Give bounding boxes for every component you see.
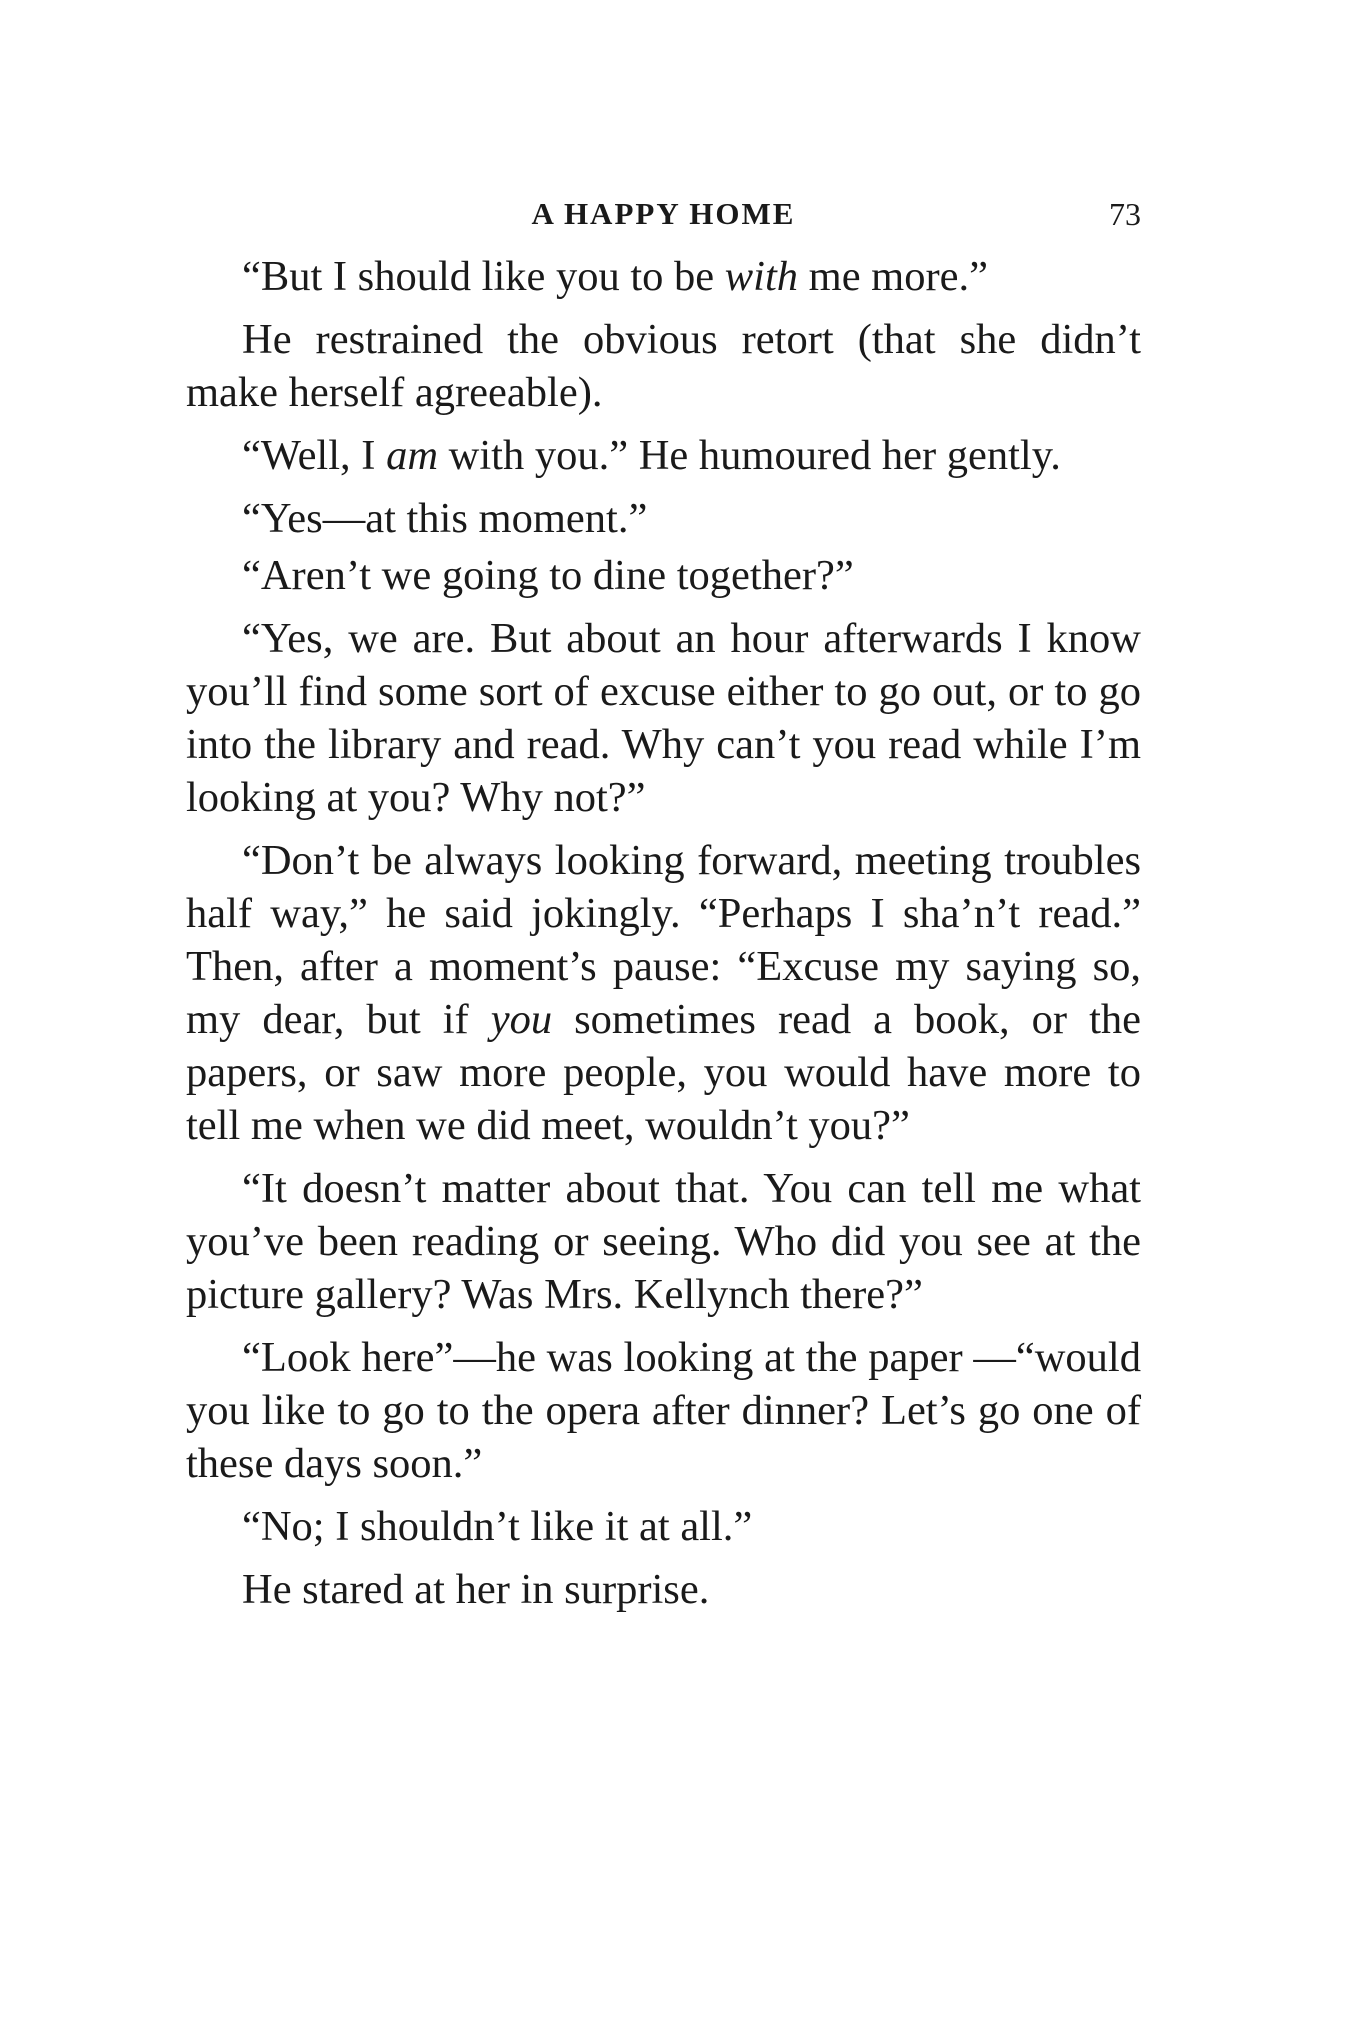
emphasis-text: with [724, 253, 799, 300]
paragraph-text: “It doesn’t matter about that. You can tell me what you’ve been reading or seeing. Who did you see at the picture gallery? Was Mrs. Kellynch there?” [186, 1165, 1141, 1318]
emphasis-text: am [386, 432, 439, 479]
page-body [186, 250, 1141, 1626]
paragraph-text: “Well, I [242, 432, 387, 479]
paragraph-9 [186, 1331, 1141, 1490]
paragraph-text: “But I should like you to be [242, 253, 725, 300]
paragraph-2 [186, 313, 1141, 419]
paragraph-5 [186, 549, 1141, 602]
paragraph-text: “Yes, we are. But about an hour afterwards I know you’ll find some sort of excuse either to go out, or to go into the library and read. Why can’t you read while I’m looking at you? Why not?” [186, 615, 1141, 821]
running-title: A HAPPY HOME [531, 196, 796, 231]
paragraph-6 [186, 612, 1141, 824]
paragraph-text: He stared at her in surprise. [242, 1566, 710, 1613]
paragraph-text: sometimes read a book, or the papers, or saw more people, you would have more to tell me when we did meet, wouldn’t you?” [186, 996, 1141, 1149]
paragraph-text: me more.” [798, 253, 988, 300]
paragraph-text: “Aren’t we going to dine together?” [242, 552, 854, 599]
paragraph-text: “Look here”—he was looking at the paper —“would you like to go to the opera after dinner? Let’s go one of these days soon.” [186, 1334, 1141, 1487]
emphasis-text: you [490, 996, 553, 1043]
paragraph-1 [186, 250, 1141, 303]
paragraph-4 [186, 492, 1141, 545]
running-head [186, 196, 1141, 246]
paragraph-7 [186, 834, 1141, 1152]
paragraph-10 [186, 1500, 1141, 1553]
paragraph-11 [186, 1563, 1141, 1616]
paragraph-text: “Yes—at this moment.” [242, 495, 648, 542]
paragraph-text: He restrained the obvious retort (that she didn’t make herself agreeable). [186, 316, 1141, 416]
paragraph-text: “No; I shouldn’t like it at all.” [242, 1503, 753, 1550]
paragraph-text: with you.” He humoured her gently. [438, 432, 1061, 479]
paragraph-8 [186, 1162, 1141, 1321]
page-number: 73 [1109, 196, 1141, 232]
paragraph-text: “Don’t be always looking forward, meeting troubles half way,” he said jokingly. “Perhaps I sha’n’t read.” Then, after a moment’s pause: “Excuse my saying so, my dear, but if [186, 837, 1141, 1043]
paragraph-3 [186, 429, 1141, 482]
